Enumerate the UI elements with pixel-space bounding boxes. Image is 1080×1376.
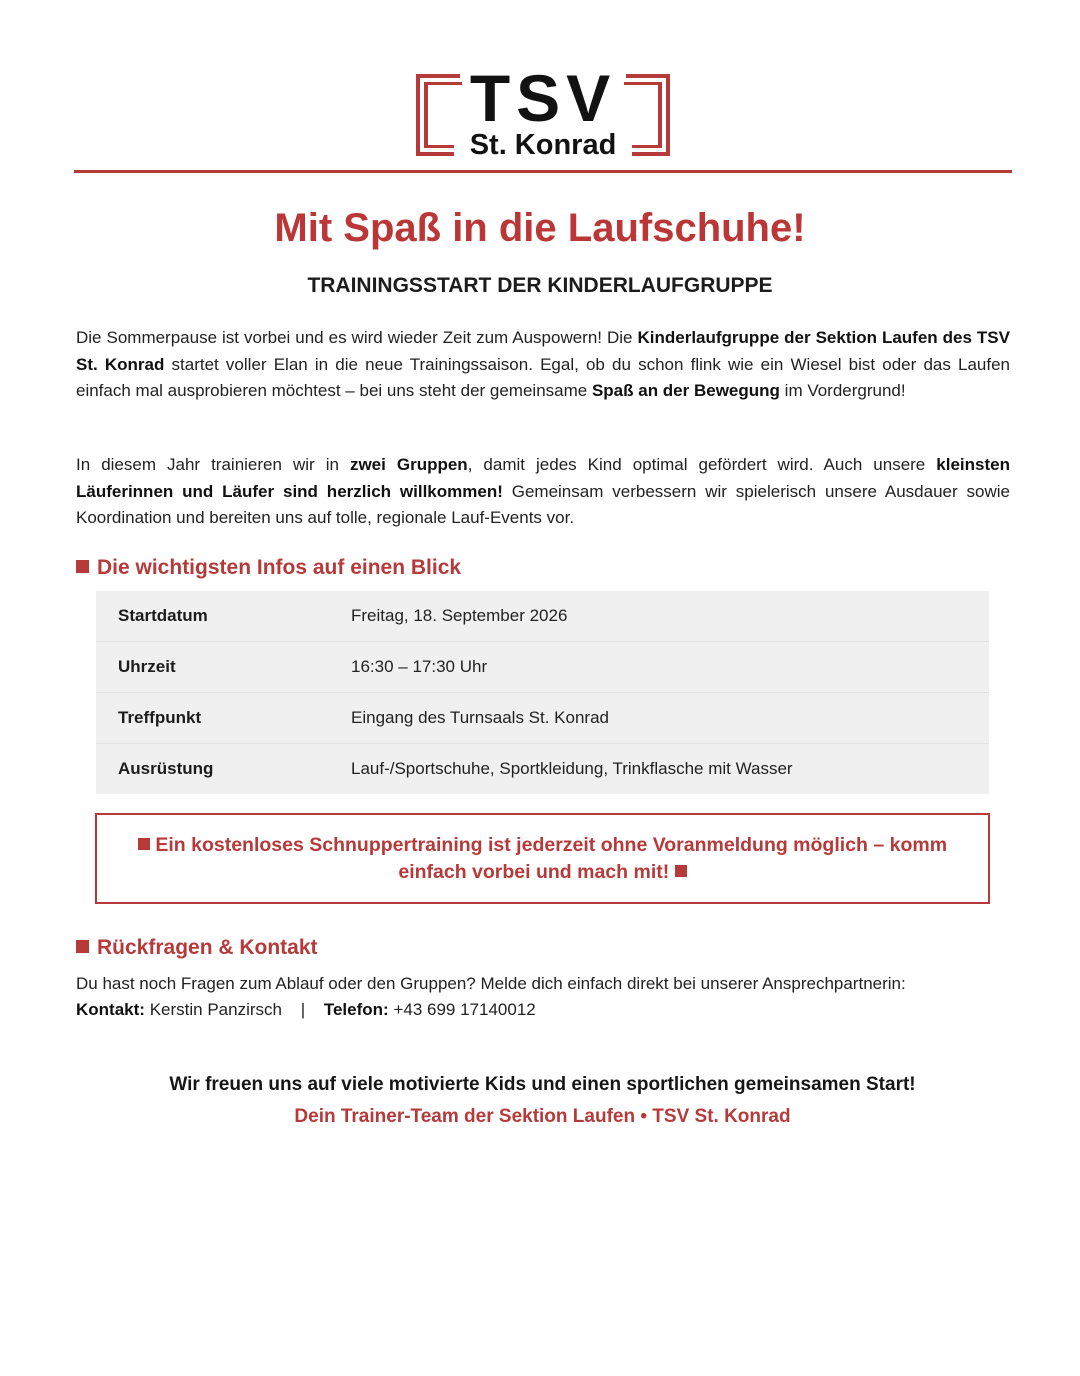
contact-separator: | (300, 1000, 306, 1019)
square-bullet-icon (76, 940, 89, 953)
text-run: In diesem Jahr trainieren wir in (76, 455, 350, 474)
page-title: Mit Spaß in die Laufschuhe! (274, 206, 806, 250)
info-row-ausruestung (96, 744, 989, 794)
header-divider (74, 170, 1012, 173)
bold-text-run: kleinsten Läuferinnen und Läufer sind herzlich willkommen! (76, 455, 1010, 501)
square-bullet-icon (138, 838, 150, 850)
info-value: 16:30 – 17:30 Uhr (351, 657, 488, 676)
info-label: Uhrzeit (118, 657, 176, 676)
club-logo (410, 61, 676, 162)
contact-name-label: Kontakt: (76, 1000, 145, 1019)
info-row-uhrzeit (96, 642, 989, 693)
notice-text: Ein kostenloses Schnuppertraining ist jederzeit ohne Voranmeldung möglich – komm einfach vorbei und mach mit! (155, 834, 948, 883)
contact-details (76, 997, 536, 1023)
page-subtitle: TRAININGSSTART DER KINDERLAUFGRUPPE (307, 274, 773, 297)
bold-text-run: zwei Gruppen (349, 455, 468, 474)
info-value: Freitag, 18. September 2026 (351, 606, 568, 625)
info-table (96, 591, 989, 794)
info-row-treffpunkt (96, 693, 989, 744)
text-run: startet voller Elan in die neue Trainingssaison. Egal, ob du schon flink wie ein Wiesel bist oder das Laufen einfach mal ausprobieren möchtest – bei uns steht der gemeinsame (76, 354, 1010, 401)
closing-message: Wir freuen uns auf viele motivierte Kids und einen sportlichen gemeinsamen Start! (169, 1074, 916, 1095)
contact-phone[interactable]: +43 699 17140012 (393, 1000, 536, 1019)
intro-paragraph-1 (76, 325, 1010, 405)
bold-text-run: Spaß an der Bewegung (591, 381, 780, 401)
contact-phone-label: Telefon: (323, 1000, 389, 1019)
contact-heading-label: Rückfragen & Kontakt (97, 936, 318, 959)
info-label: Treffpunkt (118, 708, 202, 727)
text-run: Die Sommerpause ist vorbei und es wird wieder Zeit zum Auspowern! Die (76, 328, 638, 347)
trial-training-notice (95, 813, 990, 904)
logo-club-location: St. Konrad (469, 129, 617, 161)
info-value: Lauf-/Sportschuhe, Sportkleidung, Trinkflasche mit Wasser (351, 759, 793, 778)
info-heading-label: Die wichtigsten Infos auf einen Blick (97, 556, 462, 579)
info-heading (76, 554, 461, 582)
square-bullet-icon (675, 865, 687, 877)
square-bullet-icon (76, 560, 89, 573)
text-run: , damit jedes Kind optimal gefördert wird. Auch unsere (467, 455, 937, 474)
contact-name: Kerstin Panzirsch (149, 1000, 282, 1019)
info-value: Eingang des Turnsaals St. Konrad (351, 708, 609, 727)
info-row-startdatum (96, 591, 989, 642)
info-label: Ausrüstung (118, 759, 214, 778)
contact-intro: Du hast noch Fragen zum Ablauf oder den Gruppen? Melde dich einfach direkt bei unserer Ansprechpartnerin: (76, 974, 906, 993)
info-label: Startdatum (118, 606, 208, 625)
contact-heading (76, 934, 318, 962)
bold-text-run: Kinderlaufgruppe der Sektion Laufen des TSV St. Konrad (76, 328, 1010, 374)
text-run: im Vordergrund! (779, 381, 906, 401)
text-run: Gemeinsam verbessern wir spielerisch unsere Ausdauer sowie Koordination und bereiten uns auf tolle, regionale Lauf-Events vor. (76, 481, 1010, 528)
intro-paragraph-2 (76, 452, 1010, 532)
logo-club-name: TSV (469, 61, 617, 135)
closing-signature: Dein Trainer-Team der Sektion Laufen • TSV St. Konrad (294, 1106, 791, 1127)
